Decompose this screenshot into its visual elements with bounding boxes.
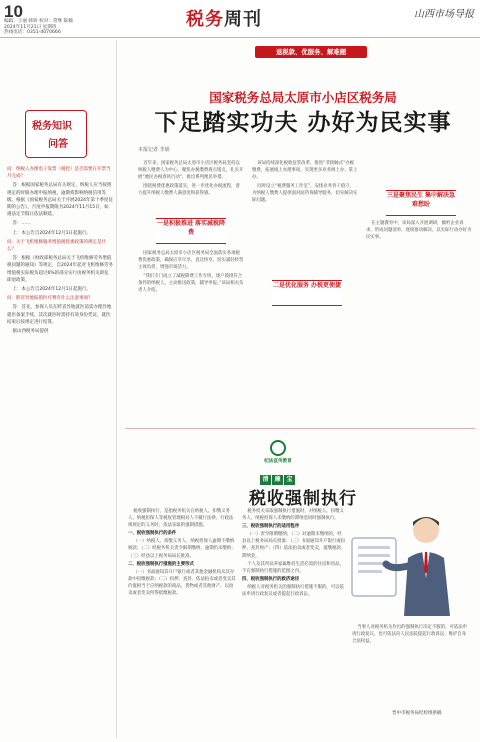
article-paragraph: 近年来，国家税务总局太原市小店区税务局坚持以纳税人缴费人为中心，聚焦办税缴费难点堵点，扎实开展“便民办税春风行动”，推出系列便民举措。: [138, 161, 244, 181]
header-info-line: 编辑：王丽 韩妍 校对：常继 陈楠: [4, 19, 73, 24]
article-credit: 晋中市税务局纪检组供稿: [392, 711, 442, 716]
logo-ring-icon: [270, 440, 286, 456]
bottom-subhead: 四、税收强制执行的救济途径: [242, 576, 300, 582]
qa-answer: 据山西税务局提供: [12, 329, 49, 335]
header-info: [4, 19, 73, 36]
article-paragraph: 围绕税费优惠政策落实，进一步优化办税流程，着力提升纳税人缴费人满意度和获得感。: [138, 183, 240, 196]
qa-content: [7, 166, 113, 337]
bottom-headline: 税收强制执行: [249, 489, 357, 509]
logo-tag: 廉: [272, 475, 283, 485]
newspaper-brand: 山西市场导报: [414, 9, 474, 20]
subhead-3: 三是聚焦民生 集中解决急难愁盼: [386, 190, 456, 216]
qa-answer: 上：本公告自2024年12月1日起施行。: [12, 287, 91, 293]
bottom-column-3: [352, 624, 470, 734]
section-divider: [125, 428, 475, 429]
section-title-b: 周刊: [224, 9, 262, 30]
logo-tag: 清: [260, 475, 271, 485]
bottom-paragraph: 个人及其所扶养家属维持生活必需的住房和用品，不在强制执行措施的范围之内。: [242, 561, 344, 574]
header-info-line: 热线电话：0351-4070666: [4, 30, 61, 36]
left-column: [3, 40, 117, 738]
logo-tags: [260, 466, 296, 483]
qa-answer: 答：首先，参保人员在跨省异地就医前需办理异地就医备案手续，其次就医时需持有效身份凭证，就医结束后按规定进行结算。: [7, 305, 112, 325]
bottom-paragraph: 纳税人对税务机关的强制执行措施不服的，可以依法申请行政复议或者提起行政诉讼。: [242, 584, 344, 598]
article-paragraph: 在主题教育中，该局深入开展调研，倾听企业诉求，形成问题清单，逐项推动解决，以实际行动办好为民实事。: [366, 221, 472, 241]
article-column-1b: [138, 250, 244, 420]
businessman-illustration: [348, 508, 466, 618]
article-byline: 本报记者 李娟: [138, 147, 170, 153]
qa-question: 问：纳税人办理电子发票（税控）是否需要在开票当月完成？: [7, 167, 111, 180]
article-paragraph: 该局持续深化税收征管改革，推进“非接触式”办税缴费，拓展线上办理事项，实现更多业务网上办、掌上办。: [252, 161, 358, 181]
logo-tag: 宝: [284, 475, 295, 485]
bottom-subhead: 一、税收强制执行的条件: [128, 531, 177, 537]
bottom-paragraph: 税务机关采取强制执行措施时，对纳税人、扣缴义务人、纳税担保人未缴纳的滞纳金同时强制执行。: [242, 509, 344, 522]
bottom-subhead: 三、税收强制执行的适用程序: [242, 524, 300, 530]
bottom-paragraph: 当事人对税务机关作出的强制执行决定不服的，可依法申请行政复议，也可依法向人民法院提起行政诉讼，维护自身合法权益。: [352, 625, 468, 645]
banner-text: 退税款、优服务、解难题: [275, 48, 347, 56]
article-kicker: 国家税务总局太原市小店区税务局: [209, 90, 397, 105]
document-line: [358, 562, 386, 565]
article-column-3: [366, 220, 472, 420]
subhead-1: 一是积极推进 落实减税降费: [156, 218, 226, 244]
page-header: [0, 0, 480, 38]
bottom-paragraph: （一）书面通知其开户银行或者其他金融机构从其存款中扣缴税款；（二）扣押、查封、依法拍卖或者变卖其价值相当于应纳税款的商品、货物或者其他财产，以拍卖或者变卖所得抵缴税款。: [128, 569, 236, 597]
discipline-logo: [258, 440, 298, 483]
qa-question: 问：跨省异地报销医疗费有什么注意事项？: [7, 296, 93, 302]
article-paragraph: “我们专门成立了减税降费工作专班，逐户摸排符合条件的纳税人，主动推送政策，辅导申报。”该局相关负责人介绍。: [138, 273, 244, 294]
qa-question: 问：关于飞机维修服务增值税优惠政策的规定是什么？: [7, 239, 106, 253]
tax-knowledge-box: [25, 110, 87, 158]
section-title: [186, 5, 262, 31]
qa-answer: 上：本公告自2024年12月1日起施行。: [12, 230, 91, 236]
box-title-1: 税务知识: [32, 121, 72, 132]
person-arm: [386, 564, 408, 568]
bottom-paragraph: 税收强制执行，是指税务机关在纳税人、扣缴义务人、纳税担保人等税收管理相对人不履行法律、行政法规规定的义务时，依法采取的强制措施。: [128, 509, 234, 529]
header-info-line: 2024年11月21日 星期四: [4, 24, 57, 30]
page-number: 10: [4, 2, 23, 21]
qa-answer: 答：根据《财政部税务总局关于飞机维修劳务增值税问题的通知》等规定，自2024年起对飞机维修劳务增值税实际税负超过6%的部分实行由税务机关即征即退政策。: [7, 256, 113, 283]
bottom-column-1: [128, 508, 236, 740]
logo-caption: 纪法宣传教育: [264, 459, 292, 464]
article-paragraph: 同时设立“税费服务工作室”，安排业务骨干值守，为纳税人缴费人提供面对面咨询辅导服务，切实解决实际问题。: [252, 183, 358, 204]
box-title-2: 问答: [48, 139, 68, 150]
document-line: [358, 546, 390, 549]
top-article-body: [138, 160, 474, 420]
article-paragraph: 国家税务总局太原市小店区税务局全面落实各项税费优惠政策，确保应享尽享、直达快享，切实减轻经营主体负担，增强市场活力。: [138, 251, 244, 271]
subhead-2: 二是优化服务 办税更便捷: [272, 280, 342, 306]
top-banner: [255, 46, 367, 58]
bottom-column-2: [242, 508, 346, 740]
document-line: [358, 570, 382, 573]
document-line: [358, 554, 390, 557]
section-title-a: 税务: [186, 9, 224, 30]
bottom-paragraph: （一）责令限期缴纳；（二）对逾期未缴纳的，经县以上税务局局长批准；（三）书面通知开户银行或扣押、查封财产；（四）依法拍卖或者变卖，抵缴税款、滞纳金。: [242, 532, 346, 559]
bottom-subhead: 二、税收强制执行措施的主要形式: [128, 561, 194, 567]
article-headline: 下足踏实功夫 办好为民实事: [154, 109, 452, 136]
qa-answer: 答：……: [12, 221, 31, 227]
qa-answer: 答：根据国家税务总局有关规定，纳税人应当按照规定的时限办理申报纳税，逾期将影响纳税信用等级。根据《国家税务总局关于开展2024年第十季度征期的公告》，月度申报期限为2024年11月15日，如遇法定节假日依法顺延。: [7, 183, 113, 218]
bottom-paragraph: （一）纳税人、扣缴义务人、纳税担保人逾期不缴纳税款；（二）经税务机关责令限期缴纳，逾期仍未缴纳；（三）经县以上税务局局长批准。: [128, 539, 236, 559]
